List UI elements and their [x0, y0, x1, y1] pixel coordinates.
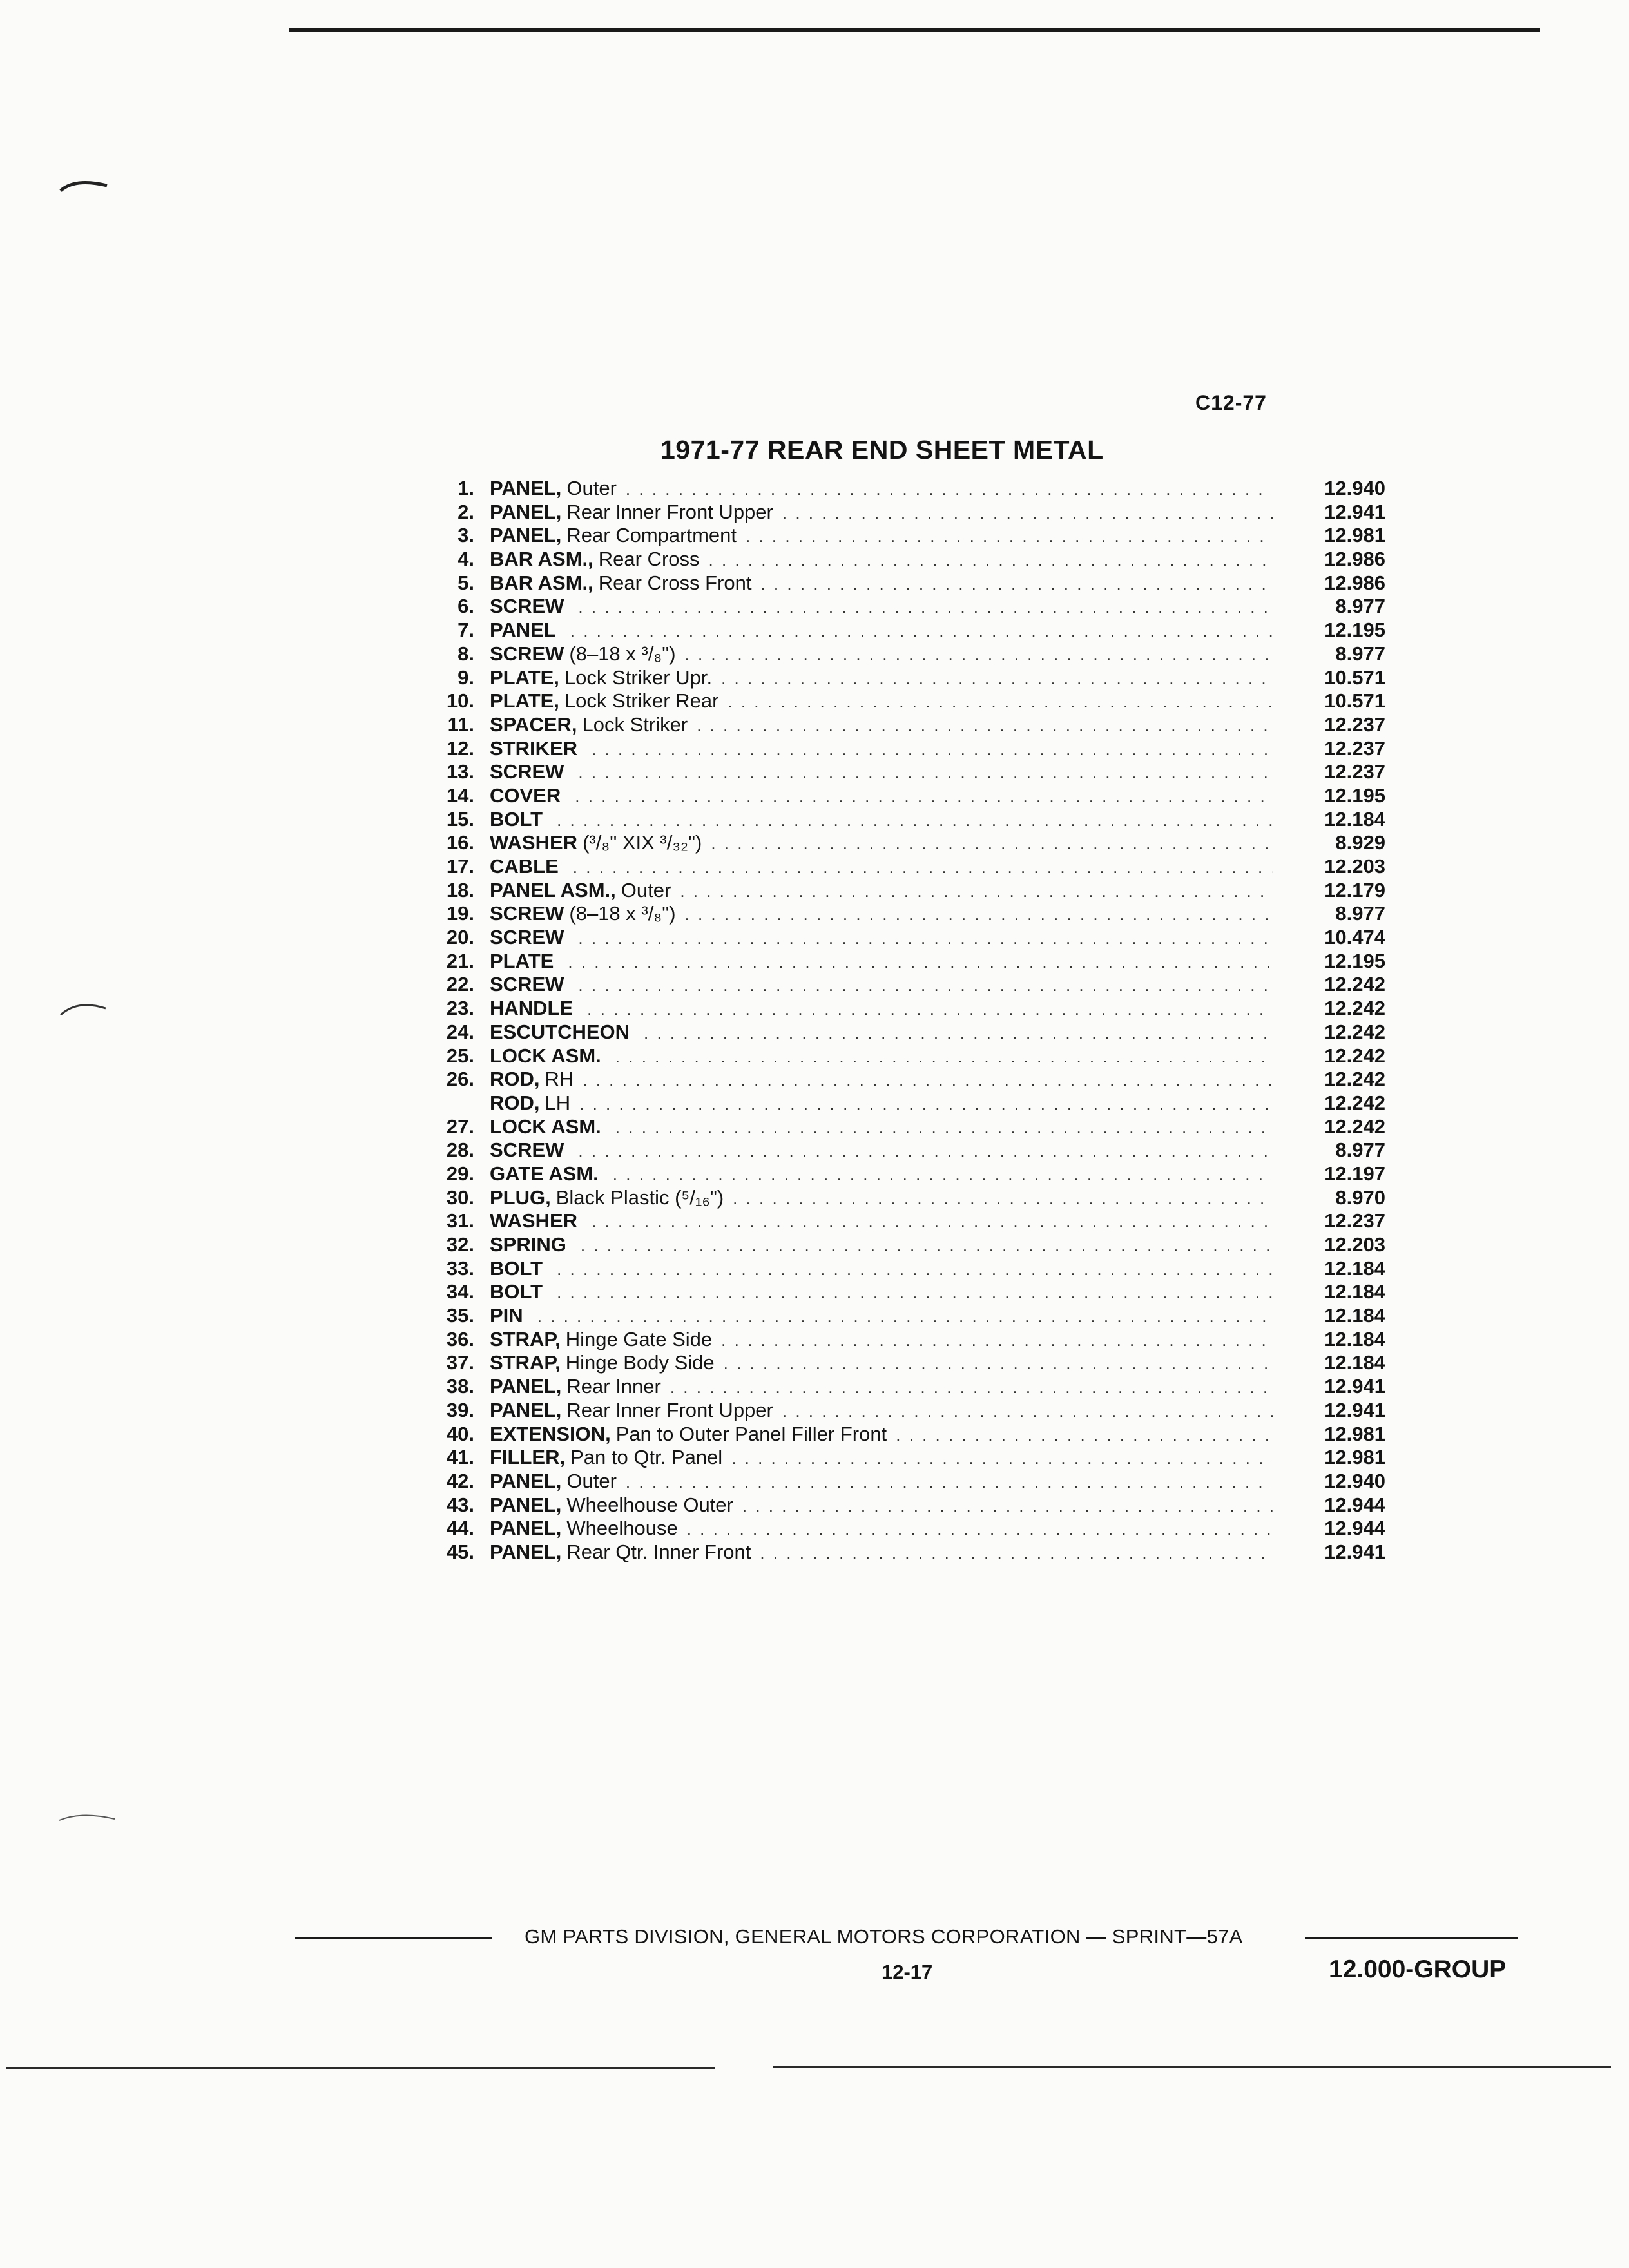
part-reference: 10.571: [1324, 666, 1385, 689]
part-name: PANEL,: [490, 1375, 562, 1398]
part-row: [412, 1280, 1385, 1304]
part-name: ESCUTCHEON: [490, 1020, 630, 1043]
part-description: Wheelhouse: [566, 1517, 678, 1540]
part-description: Rear Inner Front Upper: [566, 1398, 773, 1421]
leader-dots: [568, 950, 1273, 974]
part-description: Outer: [566, 1469, 617, 1492]
leader-dots: [592, 738, 1273, 762]
leader-dots: [557, 809, 1273, 832]
margin-mark-middle: [55, 995, 113, 1021]
part-reference: 12.237: [1324, 1209, 1385, 1233]
part-name: PLUG,: [490, 1186, 551, 1209]
part-number: 37.: [446, 1351, 474, 1374]
part-name: PANEL,: [490, 477, 562, 499]
leader-dots: [724, 1352, 1273, 1376]
leader-dots: [578, 761, 1273, 785]
part-name: LOCK ASM.: [490, 1115, 601, 1138]
leader-dots: [537, 1305, 1273, 1329]
part-name: SCREW: [490, 760, 564, 783]
leader-dots: [687, 1517, 1273, 1541]
leader-dots: [626, 477, 1273, 501]
part-number: 18.: [446, 878, 474, 901]
part-reference: 12.203: [1324, 855, 1385, 878]
leader-dots: [592, 1210, 1273, 1234]
part-reference: 12.242: [1324, 1115, 1385, 1138]
part-name: PANEL,: [490, 1493, 562, 1516]
part-reference: 12.242: [1324, 973, 1385, 996]
part-description: Rear Cross: [598, 548, 700, 571]
part-number: 13.: [446, 760, 474, 783]
leader-dots: [578, 974, 1273, 997]
part-row: [412, 926, 1385, 950]
part-row: [412, 666, 1385, 690]
part-number: 36.: [446, 1327, 474, 1350]
part-reference: 8.970: [1335, 1186, 1385, 1209]
part-name: BOLT: [490, 1280, 543, 1303]
part-description: Wheelhouse Outer: [566, 1493, 733, 1516]
part-number: 3.: [458, 524, 474, 547]
part-row: [412, 760, 1385, 784]
part-reference: 8.977: [1335, 902, 1385, 925]
part-row: [412, 1233, 1385, 1257]
part-reference: 8.977: [1335, 1139, 1385, 1162]
leader-dots: [570, 619, 1273, 643]
part-reference: 12.184: [1324, 1351, 1385, 1374]
leader-dots: [782, 1399, 1273, 1423]
part-description: Hinge Gate Side: [565, 1327, 713, 1350]
part-number: 5.: [458, 571, 474, 594]
part-number: 31.: [446, 1209, 474, 1233]
part-description: Rear Qtr. Inner Front: [566, 1540, 751, 1563]
leader-dots: [896, 1423, 1273, 1447]
leader-dots: [626, 1470, 1273, 1494]
part-reference: 12.197: [1324, 1162, 1385, 1185]
part-row: [412, 808, 1385, 832]
part-name: PLATE,: [490, 666, 559, 689]
part-number: 39.: [446, 1398, 474, 1421]
part-description: Rear Cross Front: [598, 571, 752, 594]
part-reference: 12.941: [1324, 1375, 1385, 1398]
part-row: [412, 713, 1385, 737]
part-number: 32.: [446, 1233, 474, 1256]
part-number: 19.: [446, 902, 474, 925]
part-number: 28.: [446, 1139, 474, 1162]
part-description: Black Plastic (⁵/₁₆"): [555, 1186, 724, 1209]
part-number: 43.: [446, 1493, 474, 1516]
bottom-rule-right: [773, 2066, 1611, 2068]
leader-dots: [709, 548, 1273, 572]
part-name: ROD,: [490, 1091, 540, 1114]
part-name: PANEL: [490, 619, 556, 642]
part-reference: 12.242: [1324, 1068, 1385, 1091]
part-number: 27.: [446, 1115, 474, 1138]
part-row: [412, 595, 1385, 619]
part-row: [412, 1351, 1385, 1375]
part-reference: 12.981: [1324, 524, 1385, 547]
part-name: PIN: [490, 1304, 523, 1327]
part-reference: 12.179: [1324, 878, 1385, 901]
part-number: 15.: [446, 807, 474, 831]
leader-dots: [579, 1092, 1273, 1116]
leader-dots: [573, 856, 1273, 879]
part-reference: 10.571: [1324, 689, 1385, 713]
part-reference: 12.237: [1324, 736, 1385, 760]
part-reference: 12.940: [1324, 1469, 1385, 1492]
leader-dots: [697, 714, 1273, 738]
part-name: GATE ASM.: [490, 1162, 599, 1185]
part-reference: 12.203: [1324, 1233, 1385, 1256]
part-row: [412, 831, 1385, 855]
part-name: SCREW: [490, 973, 564, 996]
part-row: [412, 1162, 1385, 1186]
part-reference: 12.940: [1324, 477, 1385, 499]
part-row: [412, 1139, 1385, 1162]
part-reference: 12.195: [1324, 783, 1385, 807]
part-name: COVER: [490, 783, 561, 807]
leader-dots: [583, 1068, 1273, 1092]
part-number: 7.: [458, 619, 474, 642]
part-description: Outer: [566, 477, 617, 499]
part-row: [412, 1186, 1385, 1210]
part-name: SCREW: [490, 1139, 564, 1162]
part-description: Pan to Outer Panel Filler Front: [615, 1422, 887, 1445]
part-row: [412, 689, 1385, 713]
leader-dots: [587, 997, 1273, 1021]
leader-dots: [578, 595, 1273, 619]
part-name: SPRING: [490, 1233, 566, 1256]
leader-dots: [557, 1258, 1273, 1282]
part-row: [412, 1470, 1385, 1494]
part-name: SCREW: [490, 902, 564, 925]
part-number: 11.: [447, 713, 474, 736]
page-number: 12-17: [882, 1961, 933, 1983]
part-description: Lock Striker: [582, 713, 688, 736]
part-reference: 12.986: [1324, 548, 1385, 571]
part-reference: 12.242: [1324, 997, 1385, 1020]
part-name: BOLT: [490, 807, 543, 831]
part-number: 20.: [446, 926, 474, 949]
leader-dots: [581, 1234, 1273, 1258]
part-name: LOCK ASM.: [490, 1044, 601, 1067]
part-number: 6.: [458, 595, 474, 618]
part-name: PANEL,: [490, 524, 562, 547]
part-row: [412, 1328, 1385, 1352]
part-name: SCREW: [490, 642, 564, 665]
part-number: 26.: [446, 1068, 474, 1091]
part-reference: 12.941: [1324, 1398, 1385, 1421]
part-description: (³/₈" XIX ³/₃₂"): [583, 831, 702, 854]
part-number: 35.: [446, 1304, 474, 1327]
part-name: PLATE,: [490, 689, 559, 713]
part-description: LH: [545, 1091, 571, 1114]
part-row: [412, 1115, 1385, 1139]
part-name: SCREW: [490, 926, 564, 949]
part-name: PLATE: [490, 949, 554, 972]
part-reference: 12.944: [1324, 1517, 1385, 1540]
part-name: STRAP,: [490, 1351, 561, 1374]
part-row: [412, 1304, 1385, 1328]
part-number: 14.: [446, 783, 474, 807]
leader-dots: [711, 832, 1273, 856]
part-name: STRAP,: [490, 1327, 561, 1350]
part-row: [412, 1021, 1385, 1044]
part-name: PANEL ASM.,: [490, 878, 616, 901]
leader-dots: [680, 879, 1273, 903]
part-name: FILLER,: [490, 1446, 566, 1469]
part-number: 4.: [458, 548, 474, 571]
leader-dots: [613, 1163, 1273, 1187]
part-reference: 12.242: [1324, 1044, 1385, 1067]
part-description: Pan to Qtr. Panel: [570, 1446, 723, 1469]
part-number: 24.: [446, 1020, 474, 1043]
part-number: 1.: [458, 477, 474, 499]
part-reference: 12.195: [1324, 949, 1385, 972]
part-row: [412, 1068, 1385, 1091]
bottom-rule-left: [6, 2067, 715, 2069]
part-name: STRIKER: [490, 736, 578, 760]
part-name: CABLE: [490, 855, 559, 878]
leader-dots: [746, 524, 1273, 548]
part-number: 17.: [446, 855, 474, 878]
part-reference: 12.242: [1324, 1091, 1385, 1114]
part-description: Rear Compartment: [566, 524, 737, 547]
part-row: [412, 619, 1385, 642]
part-number: 25.: [446, 1044, 474, 1067]
page-title: 1971-77 REAR END SHEET METAL: [660, 435, 1104, 465]
part-row: [412, 855, 1385, 879]
part-number: 38.: [446, 1375, 474, 1398]
part-number: 29.: [446, 1162, 474, 1185]
margin-mark-bottom: [55, 1807, 120, 1827]
part-description: Lock Striker Upr.: [564, 666, 713, 689]
leader-dots: [721, 1329, 1273, 1352]
part-name: PANEL,: [490, 1398, 562, 1421]
part-reference: 8.929: [1335, 831, 1385, 854]
part-number: 44.: [446, 1517, 474, 1540]
part-name: BAR ASM.,: [490, 571, 593, 594]
part-name: SCREW: [490, 595, 564, 618]
part-reference: 12.981: [1324, 1446, 1385, 1469]
leader-dots: [578, 1139, 1273, 1163]
part-row: [412, 1494, 1385, 1517]
part-number: 34.: [446, 1280, 474, 1303]
part-reference: 12.986: [1324, 571, 1385, 594]
part-number: 12.: [446, 736, 474, 760]
leader-dots: [742, 1494, 1273, 1518]
part-number: 45.: [446, 1540, 474, 1563]
part-reference: 12.237: [1324, 760, 1385, 783]
part-number: 9.: [458, 666, 474, 689]
part-name: ROD,: [490, 1068, 540, 1091]
leader-dots: [731, 1446, 1273, 1470]
part-reference: 12.944: [1324, 1493, 1385, 1516]
footer-rule-left: [295, 1937, 492, 1939]
part-row: [412, 477, 1385, 501]
part-reference: 12.195: [1324, 619, 1385, 642]
part-row: [412, 1375, 1385, 1399]
leader-dots: [760, 1541, 1273, 1565]
leader-dots: [575, 785, 1273, 809]
leader-dots: [685, 903, 1273, 927]
leader-dots: [782, 501, 1273, 525]
part-number: 8.: [458, 642, 474, 665]
part-reference: 12.242: [1324, 1020, 1385, 1043]
footer-rule-right: [1305, 1937, 1518, 1939]
part-row: [412, 973, 1385, 997]
part-name: PANEL,: [490, 1469, 562, 1492]
part-number: 2.: [458, 500, 474, 523]
part-name: PANEL,: [490, 1540, 562, 1563]
leader-dots: [721, 667, 1273, 691]
part-row: [412, 642, 1385, 666]
part-reference: 12.184: [1324, 1280, 1385, 1303]
part-name: PANEL,: [490, 1517, 562, 1540]
part-row: [412, 902, 1385, 926]
leader-dots: [733, 1187, 1273, 1211]
document-code: C12-77: [1195, 391, 1267, 414]
part-number: 41.: [446, 1446, 474, 1469]
part-reference: 12.981: [1324, 1422, 1385, 1445]
part-row: [412, 1399, 1385, 1423]
leader-dots: [685, 643, 1273, 667]
part-row: [412, 572, 1385, 595]
part-name: EXTENSION,: [490, 1422, 611, 1445]
leader-dots: [760, 572, 1273, 596]
part-row: [412, 1091, 1385, 1115]
leader-dots: [578, 927, 1273, 950]
group-label: 12.000-GROUP: [1329, 1956, 1507, 1983]
part-number: 22.: [446, 973, 474, 996]
part-row: [412, 1541, 1385, 1564]
part-number: 42.: [446, 1469, 474, 1492]
part-name: WASHER: [490, 831, 578, 854]
part-row: [412, 1209, 1385, 1233]
part-row: [412, 1044, 1385, 1068]
part-description: Rear Inner Front Upper: [566, 500, 773, 523]
parts-list: [412, 477, 1385, 1564]
leader-dots: [615, 1116, 1273, 1140]
top-rule: [289, 28, 1540, 32]
part-description: RH: [545, 1068, 574, 1091]
part-name: BAR ASM.,: [490, 548, 593, 571]
part-name: SPACER,: [490, 713, 577, 736]
part-number: 40.: [446, 1422, 474, 1445]
part-row: [412, 501, 1385, 524]
part-description: Rear Inner: [566, 1375, 661, 1398]
part-row: [412, 997, 1385, 1021]
part-number: 33.: [446, 1256, 474, 1280]
part-row: [412, 737, 1385, 761]
leader-dots: [615, 1045, 1273, 1069]
leader-dots: [557, 1281, 1273, 1305]
part-description: Lock Striker Rear: [564, 689, 719, 713]
part-name: WASHER: [490, 1209, 578, 1233]
part-row: [412, 950, 1385, 974]
part-name: HANDLE: [490, 997, 574, 1020]
part-row: [412, 879, 1385, 903]
footer-division: GM PARTS DIVISION, GENERAL MOTORS CORPORATION — SPRINT—57A: [525, 1925, 1243, 1948]
part-number: 23.: [446, 997, 474, 1020]
part-reference: 12.941: [1324, 500, 1385, 523]
part-number: 21.: [446, 949, 474, 972]
part-reference: 12.184: [1324, 1327, 1385, 1350]
part-reference: 8.977: [1335, 642, 1385, 665]
part-row: [412, 524, 1385, 548]
part-number: 16.: [446, 831, 474, 854]
part-row: [412, 548, 1385, 572]
part-description: Hinge Body Side: [565, 1351, 715, 1374]
part-description: (8–18 x ³/₈"): [569, 902, 676, 925]
part-row: [412, 1257, 1385, 1281]
part-reference: 12.184: [1324, 807, 1385, 831]
part-reference: 8.977: [1335, 595, 1385, 618]
part-number: 10.: [446, 689, 474, 713]
leader-dots: [728, 690, 1273, 714]
part-reference: 12.184: [1324, 1256, 1385, 1280]
part-number: 30.: [446, 1186, 474, 1209]
part-reference: 12.941: [1324, 1540, 1385, 1563]
part-reference: 12.237: [1324, 713, 1385, 736]
part-reference: 10.474: [1324, 926, 1385, 949]
part-row: [412, 1446, 1385, 1470]
part-row: [412, 1423, 1385, 1446]
part-name: BOLT: [490, 1256, 543, 1280]
part-name: PANEL,: [490, 500, 562, 523]
part-description: Outer: [621, 878, 671, 901]
leader-dots: [670, 1376, 1273, 1399]
part-description: (8–18 x ³/₈"): [569, 642, 676, 665]
part-row: [412, 1517, 1385, 1541]
part-row: [412, 784, 1385, 808]
margin-mark-top: [55, 174, 113, 200]
part-reference: 12.184: [1324, 1304, 1385, 1327]
leader-dots: [644, 1021, 1273, 1045]
